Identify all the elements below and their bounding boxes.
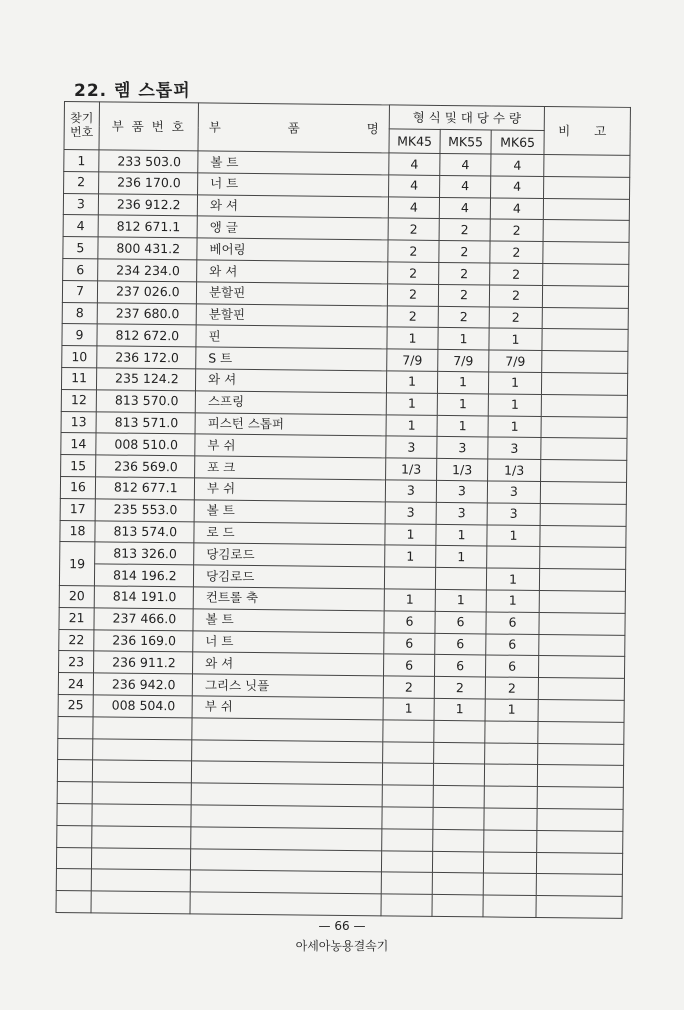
blank-cell bbox=[432, 894, 483, 916]
qty-cell: 2 bbox=[490, 241, 543, 263]
remarks-cell bbox=[543, 198, 629, 221]
blank-cell bbox=[190, 848, 381, 872]
qty-cell: 7/9 bbox=[438, 350, 489, 372]
remarks-cell bbox=[540, 525, 626, 548]
qty-cell: 2 bbox=[485, 677, 538, 699]
qty-cell: 6 bbox=[435, 633, 486, 655]
qty-cell: 2 bbox=[388, 262, 439, 284]
header-model-mk55: MK55 bbox=[440, 129, 491, 154]
qty-cell: 1/3 bbox=[488, 459, 541, 481]
blank-cell bbox=[57, 760, 92, 782]
qty-cell: 1 bbox=[488, 416, 541, 438]
qty-cell: 1 bbox=[437, 393, 488, 415]
part-no-cell: 233 503.0 bbox=[99, 150, 198, 173]
blank-cell bbox=[538, 721, 624, 744]
blank-cell bbox=[382, 763, 433, 785]
qty-cell: 1 bbox=[434, 698, 485, 720]
blank-cell bbox=[483, 873, 536, 895]
find-no-cell: 17 bbox=[60, 498, 95, 520]
remarks-cell bbox=[540, 481, 626, 504]
part-no-cell: 236 569.0 bbox=[96, 455, 195, 478]
qty-cell: 2 bbox=[438, 284, 489, 306]
qty-cell: 1 bbox=[437, 415, 488, 437]
blank-cell bbox=[382, 785, 433, 807]
qty-cell: 1 bbox=[438, 328, 489, 350]
blank-cell bbox=[538, 743, 624, 766]
page-title: 22. 렘 스톱퍼 bbox=[74, 81, 191, 101]
qty-cell: 7/9 bbox=[387, 349, 438, 371]
remarks-cell bbox=[544, 176, 630, 199]
remarks-cell bbox=[541, 438, 627, 461]
qty-cell: 1 bbox=[486, 590, 539, 612]
part-no-cell: 236 911.2 bbox=[94, 651, 193, 674]
page-number: — 66 — bbox=[318, 919, 366, 933]
blank-cell bbox=[383, 741, 434, 763]
qty-cell: 2 bbox=[439, 262, 490, 284]
blank-cell bbox=[433, 786, 484, 808]
blank-cell bbox=[536, 852, 622, 875]
blank-cell bbox=[191, 783, 382, 807]
qty-cell: 1 bbox=[386, 393, 437, 415]
qty-cell: 6 bbox=[485, 655, 538, 677]
find-no-cell: 13 bbox=[61, 411, 96, 433]
blank-cell bbox=[433, 807, 484, 829]
qty-cell: 3 bbox=[487, 503, 540, 525]
qty-cell: 4 bbox=[439, 197, 490, 219]
blank-cell bbox=[484, 808, 537, 830]
qty-cell: 2 bbox=[388, 240, 439, 262]
qty-cell: 3 bbox=[436, 480, 487, 502]
header-model-mk45: MK45 bbox=[389, 129, 440, 154]
blank-cell bbox=[485, 742, 538, 764]
qty-cell: 2 bbox=[383, 676, 434, 698]
remarks-cell bbox=[539, 569, 625, 592]
qty-cell: 1 bbox=[488, 394, 541, 416]
part-no-cell: 008 504.0 bbox=[93, 695, 192, 718]
find-no-cell: 4 bbox=[63, 215, 98, 237]
blank-cell bbox=[56, 891, 91, 913]
qty-cell: 1 bbox=[489, 328, 542, 350]
blank-cell bbox=[93, 738, 192, 761]
blank-cell bbox=[91, 869, 190, 892]
blank-cell bbox=[537, 830, 623, 853]
remarks-cell bbox=[538, 699, 624, 722]
part-no-cell: 008 510.0 bbox=[96, 433, 195, 456]
blank-cell bbox=[190, 892, 381, 916]
part-name-cell: 와 셔 bbox=[195, 369, 386, 393]
qty-cell: 1 bbox=[488, 372, 541, 394]
part-name-cell: 볼 트 bbox=[198, 151, 389, 175]
qty-cell: 2 bbox=[490, 263, 543, 285]
blank-cell bbox=[382, 829, 433, 851]
qty-cell: 2 bbox=[490, 219, 543, 241]
part-no-cell: 813 326.0 bbox=[95, 542, 194, 565]
find-no-cell: 10 bbox=[62, 346, 97, 368]
find-no-cell: 1 bbox=[64, 150, 99, 172]
blank-cell bbox=[191, 827, 382, 851]
part-name-cell: 스프링 bbox=[195, 391, 386, 415]
qty-cell: 7/9 bbox=[489, 350, 542, 372]
part-no-cell: 237 466.0 bbox=[94, 608, 193, 631]
blank-cell bbox=[537, 765, 623, 788]
qty-cell: 2 bbox=[387, 305, 438, 327]
blank-cell bbox=[58, 738, 93, 760]
blank-cell bbox=[383, 720, 434, 742]
find-no-cell: 19 bbox=[59, 542, 94, 586]
part-name-cell: 와 셔 bbox=[197, 260, 388, 284]
blank-cell bbox=[484, 830, 537, 852]
find-no-cell: 12 bbox=[61, 389, 96, 411]
qty-cell: 4 bbox=[440, 175, 491, 197]
remarks-cell bbox=[541, 416, 627, 439]
blank-cell bbox=[92, 804, 191, 827]
blank-cell bbox=[57, 803, 92, 825]
part-name-cell: 피스턴 스톱퍼 bbox=[195, 412, 386, 436]
remarks-cell bbox=[538, 678, 624, 701]
remarks-cell bbox=[539, 634, 625, 657]
find-no-cell: 15 bbox=[61, 455, 96, 477]
header-qty-group: 형 식 및 대 당 수 량 bbox=[389, 105, 544, 131]
part-name-cell: 컨트롤 축 bbox=[193, 587, 384, 611]
remarks-cell bbox=[541, 460, 627, 483]
qty-cell: 1 bbox=[383, 698, 434, 720]
header-model-mk65: MK65 bbox=[491, 130, 544, 155]
qty-cell: 2 bbox=[434, 677, 485, 699]
blank-cell bbox=[433, 829, 484, 851]
remarks-cell bbox=[540, 503, 626, 526]
qty-cell: 6 bbox=[434, 655, 485, 677]
remarks-cell bbox=[543, 242, 629, 265]
part-no-cell: 813 571.0 bbox=[96, 411, 195, 434]
blank-cell bbox=[536, 874, 622, 897]
header-find-no: 찾기 번호 bbox=[64, 102, 100, 150]
qty-cell: 4 bbox=[389, 175, 440, 197]
qty-cell: 1 bbox=[487, 525, 540, 547]
qty-cell: 2 bbox=[439, 219, 490, 241]
part-name-cell: 볼 트 bbox=[193, 609, 384, 633]
blank-cell bbox=[92, 760, 191, 783]
qty-cell: 1/3 bbox=[386, 458, 437, 480]
qty-cell: 1 bbox=[485, 699, 538, 721]
part-no-cell: 235 124.2 bbox=[96, 368, 195, 391]
blank-cell bbox=[484, 786, 537, 808]
parts-table bbox=[55, 101, 630, 919]
blank-cell bbox=[434, 742, 485, 764]
part-name-cell: 포 크 bbox=[195, 456, 386, 480]
header-part-name bbox=[198, 103, 389, 153]
qty-cell: 4 bbox=[388, 196, 439, 218]
qty-cell: 1 bbox=[437, 371, 488, 393]
blank-cell bbox=[93, 717, 192, 740]
part-no-cell: 236 912.2 bbox=[98, 193, 197, 216]
find-no-cell: 6 bbox=[63, 258, 98, 280]
blank-cell bbox=[536, 896, 622, 919]
blank-cell bbox=[92, 826, 191, 849]
blank-cell bbox=[190, 870, 381, 894]
part-no-cell: 800 431.2 bbox=[98, 237, 197, 260]
find-no-cell: 18 bbox=[60, 520, 95, 542]
blank-cell bbox=[192, 718, 383, 742]
find-no-cell: 23 bbox=[59, 651, 94, 673]
part-no-cell: 237 680.0 bbox=[97, 302, 196, 325]
qty-cell: 1 bbox=[385, 523, 436, 545]
qty-cell: 1 bbox=[386, 414, 437, 436]
find-no-cell: 16 bbox=[60, 476, 95, 498]
blank-cell bbox=[483, 851, 536, 873]
part-name-cell: 너 트 bbox=[193, 630, 384, 654]
part-name-cell: 부 쉬 bbox=[195, 434, 386, 458]
qty-cell: 1 bbox=[386, 371, 437, 393]
remarks-cell bbox=[542, 329, 628, 352]
qty-cell: 6 bbox=[384, 632, 435, 654]
part-name-cell: 그리스 닛플 bbox=[192, 674, 383, 698]
part-no-cell: 812 671.1 bbox=[98, 215, 197, 238]
remarks-cell bbox=[541, 394, 627, 417]
blank-cell bbox=[381, 894, 432, 916]
qty-cell: 3 bbox=[488, 437, 541, 459]
part-name-cell: 앵 글 bbox=[197, 216, 388, 240]
remarks-cell bbox=[543, 264, 629, 287]
blank-cell bbox=[191, 805, 382, 829]
qty-cell: 1 bbox=[387, 327, 438, 349]
blank-cell bbox=[58, 716, 93, 738]
find-no-cell: 21 bbox=[59, 607, 94, 629]
part-no-cell: 237 026.0 bbox=[97, 281, 196, 304]
company-name: 아세아농용결속기 bbox=[295, 939, 389, 953]
blank-cell bbox=[537, 808, 623, 831]
blank-cell bbox=[432, 851, 483, 873]
header-part-name-mid: 품 bbox=[287, 119, 300, 136]
blank-cell bbox=[432, 873, 483, 895]
find-no-cell: 5 bbox=[63, 237, 98, 259]
part-name-cell: 와 셔 bbox=[193, 652, 384, 676]
part-name-cell: 베어링 bbox=[197, 238, 388, 262]
remarks-cell bbox=[543, 220, 629, 243]
remarks-cell bbox=[541, 372, 627, 395]
qty-cell: 1 bbox=[384, 589, 435, 611]
qty-cell: 4 bbox=[491, 176, 544, 198]
part-no-cell: 812 677.1 bbox=[95, 477, 194, 500]
qty-cell: 6 bbox=[435, 611, 486, 633]
qty-cell: 2 bbox=[438, 306, 489, 328]
blank-cell bbox=[381, 872, 432, 894]
qty-cell: 2 bbox=[489, 307, 542, 329]
qty-cell bbox=[487, 546, 540, 568]
blank-cell bbox=[483, 895, 536, 917]
qty-cell: 3 bbox=[487, 481, 540, 503]
remarks-cell bbox=[542, 285, 628, 308]
find-no-cell: 2 bbox=[64, 171, 99, 193]
remarks-cell bbox=[539, 612, 625, 635]
blank-cell bbox=[537, 787, 623, 810]
part-name-cell: 부 쉬 bbox=[194, 478, 385, 502]
header-part-name-right: 명 bbox=[366, 120, 379, 136]
part-no-cell: 814 196.2 bbox=[94, 564, 193, 587]
part-no-cell: 235 553.0 bbox=[95, 499, 194, 522]
find-no-cell: 24 bbox=[58, 673, 93, 695]
qty-cell: 1 bbox=[385, 545, 436, 567]
remarks-cell bbox=[542, 351, 628, 374]
header-part-name-left: 부 bbox=[208, 119, 221, 135]
header-part-no: 부 품 번 호 bbox=[99, 102, 198, 151]
part-name-cell: 당김로드 bbox=[194, 543, 385, 567]
find-no-cell: 3 bbox=[63, 193, 98, 215]
remarks-cell bbox=[538, 656, 624, 679]
qty-cell: 6 bbox=[486, 612, 539, 634]
part-no-cell: 812 672.0 bbox=[97, 324, 196, 347]
find-no-cell: 22 bbox=[59, 629, 94, 651]
qty-cell: 6 bbox=[486, 633, 539, 655]
blank-cell bbox=[434, 720, 485, 742]
part-name-cell: 볼 트 bbox=[194, 500, 385, 524]
qty-cell: 3 bbox=[386, 436, 437, 458]
blank-cell bbox=[433, 764, 484, 786]
blank-row bbox=[56, 891, 622, 919]
blank-cell bbox=[381, 850, 432, 872]
qty-cell: 2 bbox=[388, 218, 439, 240]
qty-cell: 1/3 bbox=[437, 459, 488, 481]
qty-cell bbox=[384, 567, 435, 589]
remarks-cell bbox=[544, 155, 630, 178]
qty-cell: 4 bbox=[440, 153, 491, 175]
part-no-cell: 813 574.0 bbox=[95, 520, 194, 543]
header-remarks: 비 고 bbox=[544, 107, 630, 156]
blank-cell bbox=[91, 847, 190, 870]
qty-cell: 3 bbox=[437, 437, 488, 459]
find-no-cell: 25 bbox=[58, 694, 93, 716]
part-no-cell: 234 234.0 bbox=[98, 259, 197, 282]
part-name-cell: 로 드 bbox=[194, 521, 385, 545]
qty-cell: 2 bbox=[489, 285, 542, 307]
part-name-cell: 당김로드 bbox=[193, 565, 384, 589]
part-no-cell: 813 570.0 bbox=[96, 390, 195, 413]
part-no-cell: 236 169.0 bbox=[94, 629, 193, 652]
blank-cell bbox=[382, 807, 433, 829]
qty-cell: 3 bbox=[385, 480, 436, 502]
remarks-cell bbox=[542, 307, 628, 330]
blank-cell bbox=[56, 847, 91, 869]
find-no-cell: 8 bbox=[62, 302, 97, 324]
qty-cell: 4 bbox=[389, 153, 440, 175]
find-no-cell: 14 bbox=[61, 433, 96, 455]
qty-cell bbox=[435, 568, 486, 590]
qty-cell: 4 bbox=[491, 154, 544, 176]
qty-cell: 1 bbox=[486, 568, 539, 590]
remarks-cell bbox=[539, 590, 625, 613]
blank-cell bbox=[484, 764, 537, 786]
part-no-cell: 814 191.0 bbox=[94, 586, 193, 609]
qty-cell: 1 bbox=[435, 589, 486, 611]
remarks-cell bbox=[540, 547, 626, 570]
find-no-cell: 7 bbox=[62, 280, 97, 302]
part-no-cell: 236 942.0 bbox=[93, 673, 192, 696]
qty-cell: 6 bbox=[383, 654, 434, 676]
qty-cell: 3 bbox=[385, 502, 436, 524]
blank-cell bbox=[56, 869, 91, 891]
blank-cell bbox=[485, 721, 538, 743]
part-name-cell: 와 셔 bbox=[197, 194, 388, 218]
qty-cell: 1 bbox=[436, 524, 487, 546]
qty-cell: 1 bbox=[436, 546, 487, 568]
part-name-cell: 분할핀 bbox=[196, 282, 387, 306]
part-no-cell: 236 170.0 bbox=[99, 172, 198, 195]
blank-cell bbox=[57, 782, 92, 804]
blank-cell bbox=[192, 739, 383, 763]
part-name-cell: 부 쉬 bbox=[192, 696, 383, 720]
part-name-cell: S 트 bbox=[196, 347, 387, 371]
find-no-cell: 9 bbox=[62, 324, 97, 346]
blank-cell bbox=[57, 825, 92, 847]
qty-cell: 6 bbox=[384, 611, 435, 633]
find-no-cell: 20 bbox=[59, 585, 94, 607]
blank-cell bbox=[191, 761, 382, 785]
blank-cell bbox=[91, 891, 190, 914]
part-name-cell: 핀 bbox=[196, 325, 387, 349]
part-name-cell: 너 트 bbox=[198, 173, 389, 197]
qty-cell: 4 bbox=[490, 198, 543, 220]
qty-cell: 2 bbox=[387, 284, 438, 306]
part-name-cell: 분할핀 bbox=[196, 303, 387, 327]
blank-cell bbox=[92, 782, 191, 805]
find-no-cell: 11 bbox=[61, 367, 96, 389]
part-no-cell: 236 172.0 bbox=[97, 346, 196, 369]
qty-cell: 3 bbox=[436, 502, 487, 524]
qty-cell: 2 bbox=[439, 241, 490, 263]
